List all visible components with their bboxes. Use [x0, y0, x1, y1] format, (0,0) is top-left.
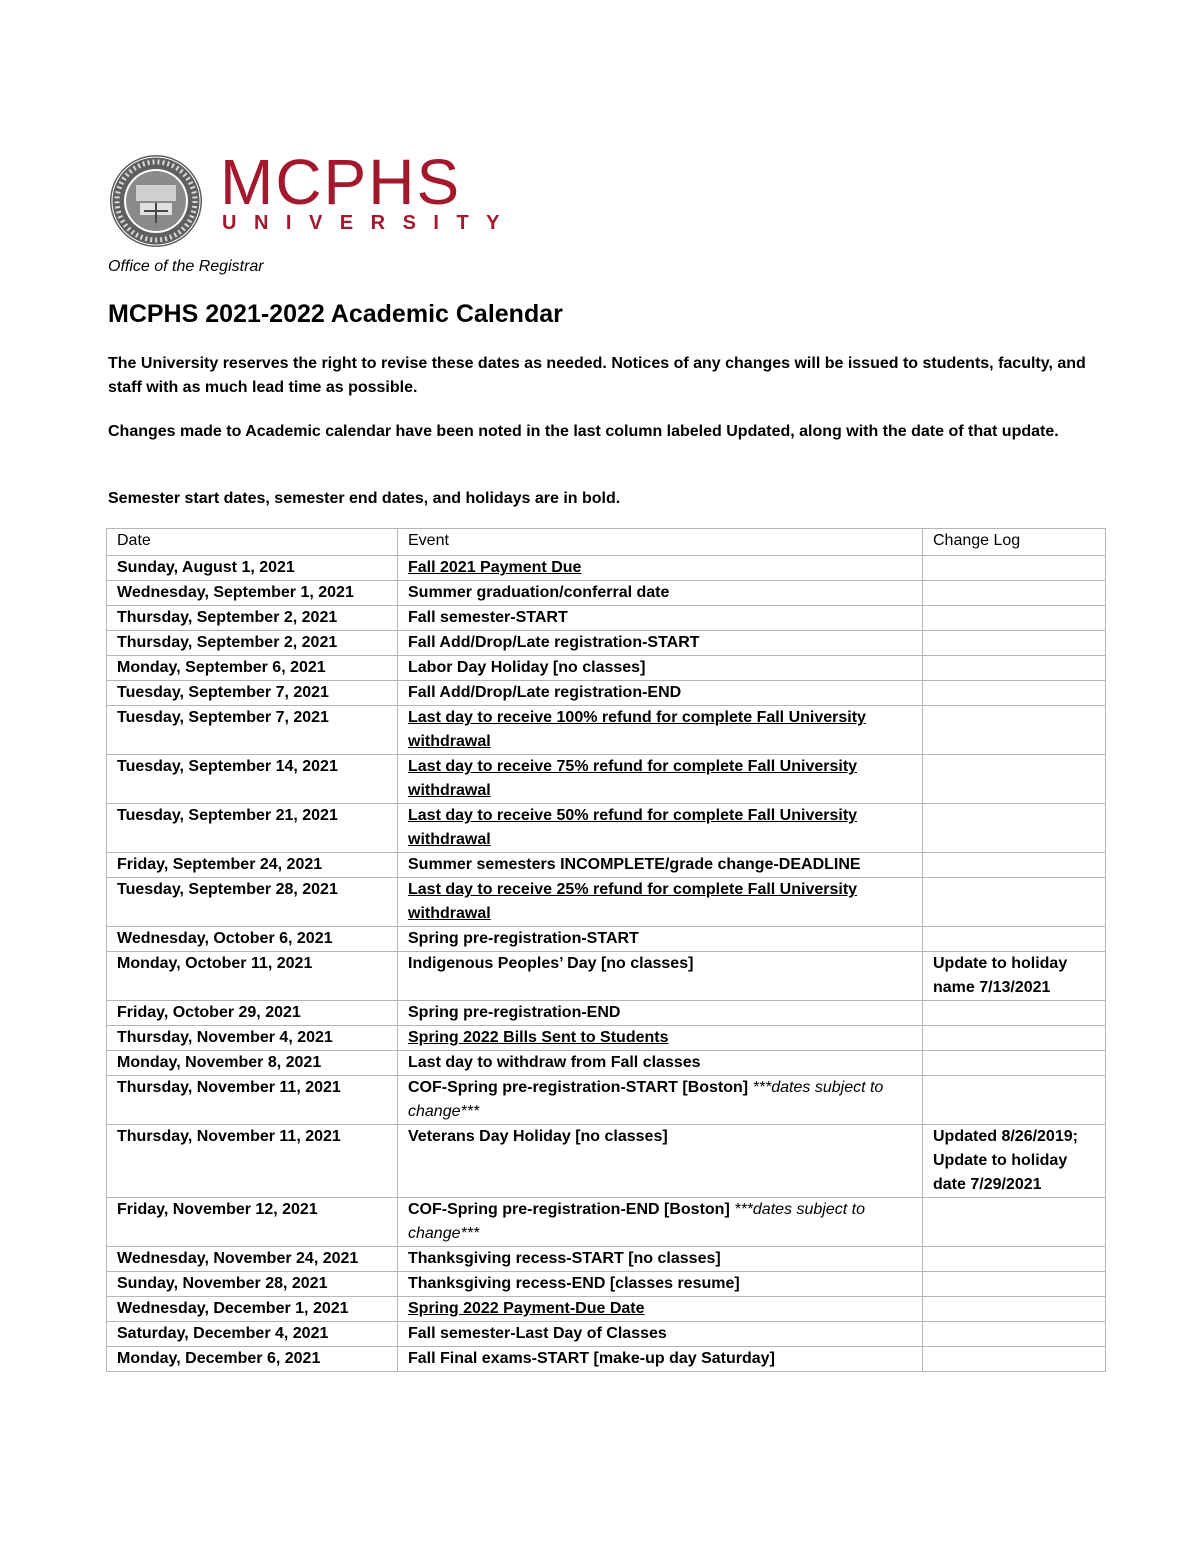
row-event: Veterans Day Holiday [no classes] — [398, 1125, 923, 1198]
row-date: Thursday, November 4, 2021 — [107, 1026, 398, 1051]
row-date: Thursday, September 2, 2021 — [107, 631, 398, 656]
row-change — [923, 581, 1106, 606]
row-date: Sunday, November 28, 2021 — [107, 1272, 398, 1297]
table-row — [107, 878, 1106, 927]
row-date: Tuesday, September 7, 2021 — [107, 706, 398, 755]
row-event: Fall Add/Drop/Late registration-END — [398, 681, 923, 706]
row-event: Spring 2022 Payment-Due Date — [408, 1300, 645, 1317]
header-date: Date — [107, 529, 398, 556]
table-row — [107, 631, 1106, 656]
header-change-log: Change Log — [923, 529, 1106, 556]
row-event: Fall Final exams-START [make-up day Saturday] — [398, 1347, 923, 1372]
table-row — [107, 1001, 1106, 1026]
row-event: Summer semesters INCOMPLETE/grade change-DEADLINE — [398, 853, 923, 878]
row-change — [923, 878, 1106, 927]
row-change — [923, 1347, 1106, 1372]
table-row — [107, 556, 1106, 581]
row-date: Thursday, November 11, 2021 — [107, 1125, 398, 1198]
row-event: Labor Day Holiday [no classes] — [398, 656, 923, 681]
row-date: Tuesday, September 21, 2021 — [107, 804, 398, 853]
table-row — [107, 681, 1106, 706]
row-date: Thursday, September 2, 2021 — [107, 606, 398, 631]
row-change — [923, 681, 1106, 706]
row-event: Last day to receive 25% refund for complete Fall University withdrawal — [408, 881, 858, 922]
table-row — [107, 1322, 1106, 1347]
row-event: Fall Add/Drop/Late registration-START — [398, 631, 923, 656]
row-date: Wednesday, September 1, 2021 — [107, 581, 398, 606]
table-row — [107, 581, 1106, 606]
table-row — [107, 927, 1106, 952]
row-date: Monday, September 6, 2021 — [107, 656, 398, 681]
row-date: Monday, October 11, 2021 — [107, 952, 398, 1001]
row-event: Fall semester-START — [398, 606, 923, 631]
row-date: Monday, December 6, 2021 — [107, 1347, 398, 1372]
row-date: Wednesday, October 6, 2021 — [107, 927, 398, 952]
row-change — [923, 606, 1106, 631]
row-date: Friday, September 24, 2021 — [107, 853, 398, 878]
row-event: Spring pre-registration-END — [398, 1001, 923, 1026]
table-row — [107, 656, 1106, 681]
row-event: Last day to receive 75% refund for complete Fall University withdrawal — [408, 758, 858, 799]
row-event: Spring pre-registration-START — [398, 927, 923, 952]
row-event: Thanksgiving recess-END [classes resume] — [398, 1272, 923, 1297]
row-event: Summer graduation/conferral date — [398, 581, 923, 606]
office-label: Office of the Registrar — [108, 258, 264, 275]
table-row — [107, 1076, 1106, 1125]
row-change — [923, 556, 1106, 581]
table-header-row — [107, 529, 1106, 556]
row-change — [923, 1272, 1106, 1297]
row-change — [923, 1001, 1106, 1026]
row-event: Last day to withdraw from Fall classes — [398, 1051, 923, 1076]
row-change — [923, 1026, 1106, 1051]
row-date: Saturday, December 4, 2021 — [107, 1322, 398, 1347]
row-event: Indigenous Peoples’ Day [no classes] — [398, 952, 923, 1001]
row-date: Friday, November 12, 2021 — [107, 1198, 398, 1247]
table-row — [107, 804, 1106, 853]
table-row — [107, 1247, 1106, 1272]
row-event: Thanksgiving recess-START [no classes] — [398, 1247, 923, 1272]
header-event: Event — [398, 529, 923, 556]
table-row — [107, 1026, 1106, 1051]
row-date: Monday, November 8, 2021 — [107, 1051, 398, 1076]
row-change — [923, 706, 1106, 755]
table-row — [107, 1272, 1106, 1297]
row-event: Last day to receive 50% refund for complete Fall University withdrawal — [408, 807, 858, 848]
table-row — [107, 853, 1106, 878]
row-event: Last day to receive 100% refund for complete Fall University withdrawal — [408, 709, 866, 750]
intro-paragraph-bold-note: Semester start dates, semester end dates, and holidays are in bold. — [108, 490, 621, 507]
table-row — [107, 1125, 1106, 1198]
row-event-note: ***dates subject to change*** — [408, 1079, 884, 1120]
row-change: Updated 8/26/2019; Update to holiday date 7/29/2021 — [923, 1125, 1106, 1198]
row-change — [923, 1297, 1106, 1322]
row-change — [923, 927, 1106, 952]
logo-wordmark: MCPHS — [220, 146, 462, 218]
table-row — [107, 606, 1106, 631]
university-logo — [108, 146, 518, 246]
row-change: Update to holiday name 7/13/2021 — [923, 952, 1106, 1001]
row-date: Friday, October 29, 2021 — [107, 1001, 398, 1026]
row-change — [923, 1322, 1106, 1347]
table-row — [107, 1347, 1106, 1372]
row-date: Tuesday, September 28, 2021 — [107, 878, 398, 927]
row-date: Sunday, August 1, 2021 — [107, 556, 398, 581]
row-change — [923, 631, 1106, 656]
row-change — [923, 1198, 1106, 1247]
row-date: Thursday, November 11, 2021 — [107, 1076, 398, 1125]
row-change — [923, 1076, 1106, 1125]
logo-subtext: UNIVERSITY — [222, 212, 518, 234]
university-seal-icon — [108, 153, 204, 249]
row-change — [923, 755, 1106, 804]
table-row — [107, 755, 1106, 804]
row-event: COF-Spring pre-registration-END [Boston] — [408, 1201, 735, 1218]
row-event: COF-Spring pre-registration-START [Boston] — [408, 1079, 753, 1096]
row-date: Wednesday, November 24, 2021 — [107, 1247, 398, 1272]
row-event: Spring 2022 Bills Sent to Students — [408, 1029, 669, 1046]
row-event: Fall 2021 Payment Due — [408, 559, 582, 576]
row-date: Tuesday, September 7, 2021 — [107, 681, 398, 706]
row-change — [923, 804, 1106, 853]
page-title: MCPHS 2021-2022 Academic Calendar — [108, 300, 563, 328]
intro-paragraph-changes: Changes made to Academic calendar have been noted in the last column labeled Updated, along with the date of that update. — [108, 423, 1059, 440]
table-row — [107, 1198, 1106, 1247]
row-date: Wednesday, December 1, 2021 — [107, 1297, 398, 1322]
table-row — [107, 1051, 1106, 1076]
row-change — [923, 1247, 1106, 1272]
row-change — [923, 656, 1106, 681]
row-change — [923, 1051, 1106, 1076]
intro-paragraph-revisions: The University reserves the right to revise these dates as needed. Notices of any changes will be issued to students, faculty, and staff with as much lead time as possible. — [108, 355, 1086, 396]
row-date: Tuesday, September 14, 2021 — [107, 755, 398, 804]
calendar-table — [106, 528, 1106, 1372]
table-row — [107, 952, 1106, 1001]
table-row — [107, 706, 1106, 755]
row-event-note: ***dates subject to change*** — [408, 1201, 865, 1242]
row-event: Fall semester-Last Day of Classes — [398, 1322, 923, 1347]
table-row — [107, 1297, 1106, 1322]
row-change — [923, 853, 1106, 878]
